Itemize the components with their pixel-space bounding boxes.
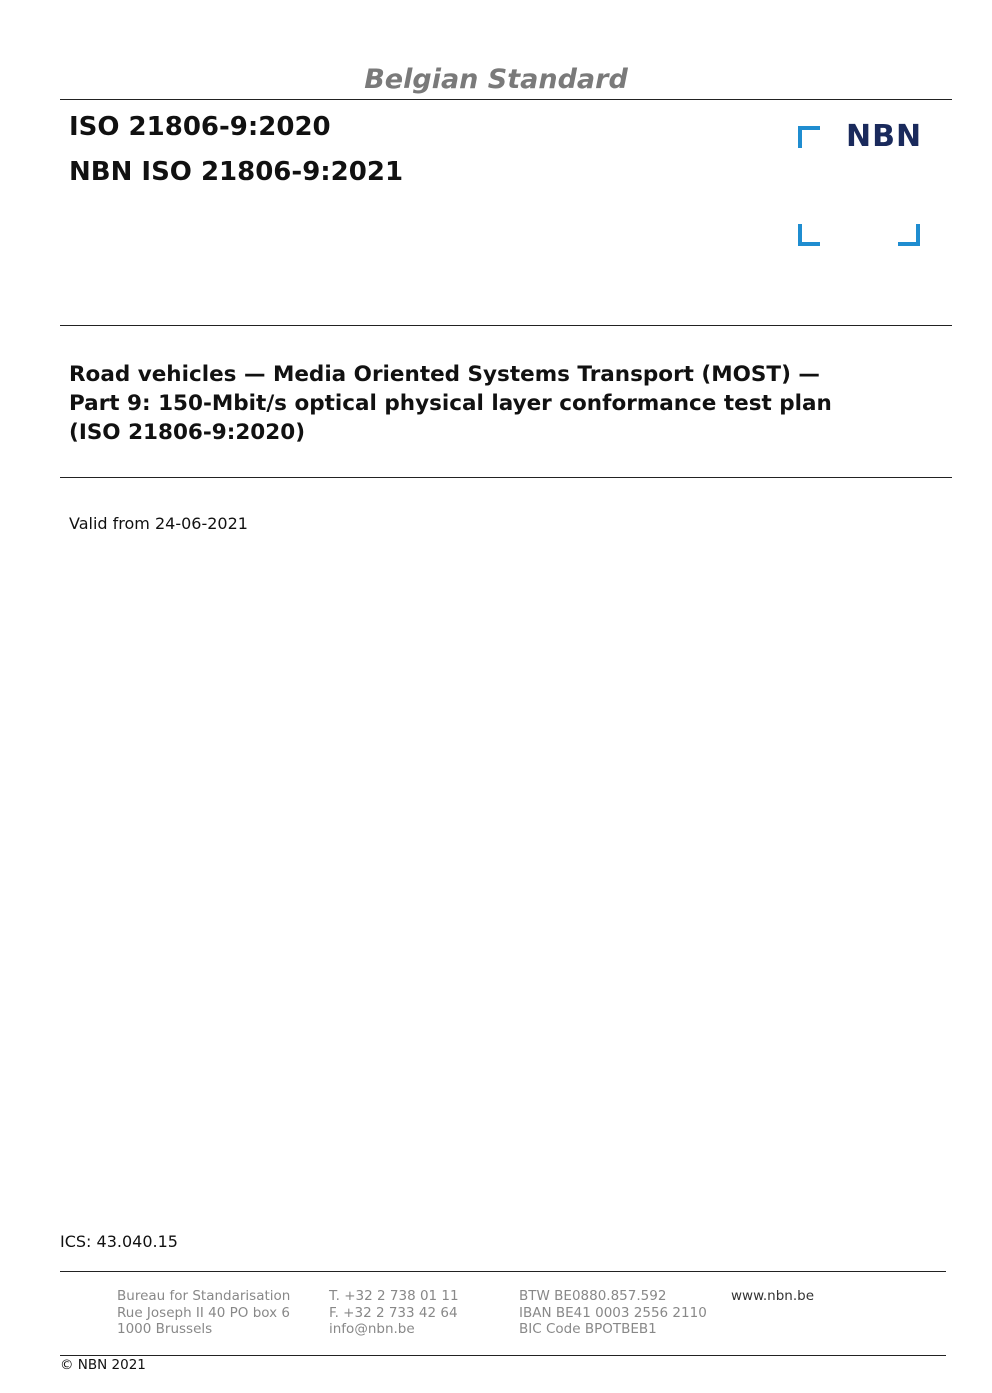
title-top-divider [60,325,952,326]
footer-iban: IBAN BE41 0003 2556 2110 [519,1304,707,1321]
footer-bank-details [519,1288,707,1338]
footer-address-line: 1000 Brussels [117,1321,213,1337]
document-type-banner: Belgian Standard [364,64,628,95]
nbn-logo-text: NBN [846,119,923,154]
valid-from-date: Valid from 24-06-2021 [69,514,248,533]
footer-email-link[interactable]: info@nbn.be [329,1321,415,1337]
logo-corner-bottom-right-icon [898,224,920,246]
footer-vat: BTW BE0880.857.592 [519,1288,667,1304]
footer-website-link[interactable]: www.nbn.be [731,1288,815,1304]
nbn-standard-number: NBN ISO 21806-9:2021 [69,157,404,187]
footer-contact [329,1288,459,1338]
footer-bottom-divider [60,1355,946,1356]
footer-phone: T. +32 2 738 01 11 [329,1288,459,1304]
footer-fax: F. +32 2 733 42 64 [329,1304,458,1321]
logo-corner-top-left-icon [798,126,820,148]
footer-bic: BIC Code BPOTBEB1 [519,1321,657,1337]
footer-address [117,1288,290,1338]
footer-address-line: Rue Joseph II 40 PO box 6 [117,1304,290,1321]
title-line: Road vehicles — Media Oriented Systems Transport (MOST) — [69,362,820,387]
footer-address-line: Bureau for Standarisation [117,1288,291,1304]
logo-corner-bottom-left-icon [798,224,820,246]
title-line: Part 9: 150-Mbit/s optical physical layer conformance test plan [69,391,832,416]
header-divider [60,99,952,100]
document-title [69,360,939,447]
title-bottom-divider [60,477,952,478]
ics-code: ICS: 43.040.15 [60,1232,178,1251]
iso-standard-number: ISO 21806-9:2020 [69,112,331,142]
copyright-notice: © NBN 2021 [60,1357,146,1373]
title-line: (ISO 21806-9:2020) [69,420,306,445]
footer-top-divider [60,1271,946,1272]
